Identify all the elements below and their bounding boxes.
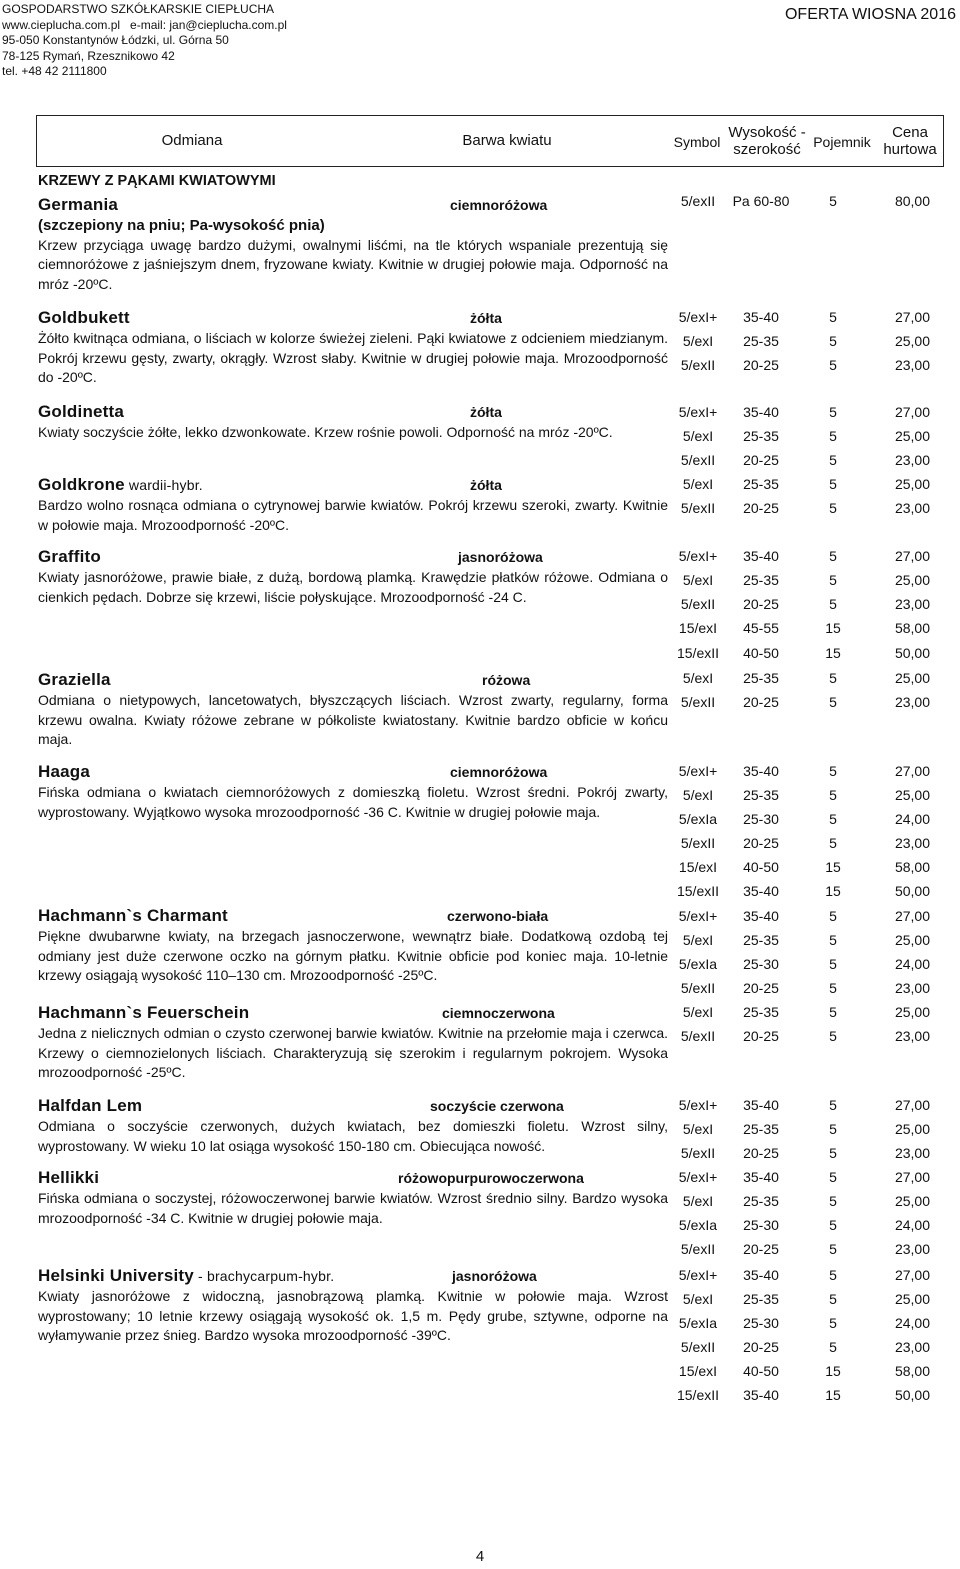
price-row <box>668 572 948 592</box>
price-row <box>668 908 948 928</box>
container-cell: 5 <box>829 787 837 803</box>
plant-entry <box>38 670 668 750</box>
flower-color: jasnoróżowa <box>452 1268 537 1284</box>
flower-color: żółta <box>470 310 502 326</box>
symbol-cell: 5/exI+ <box>678 1267 718 1283</box>
variety-description: Kwiaty soczyście żółte, lekko dzwonkowate. Krzew rośnie powoli. Odporność na mróz -20ºC. <box>38 424 613 440</box>
container-cell: 5 <box>829 357 837 373</box>
section-title: KRZEWY Z PĄKAMI KWIATOWYMI <box>38 173 276 189</box>
price-row <box>668 645 948 665</box>
price-cell: 58,00 <box>894 1363 930 1379</box>
container-cell: 5 <box>829 670 837 686</box>
symbol-cell: 5/exII <box>680 1339 716 1355</box>
container-cell: 5 <box>829 835 837 851</box>
price-cell: 25,00 <box>894 1193 930 1209</box>
col-cena-line1: Cena <box>892 124 928 141</box>
price-row <box>668 1121 948 1141</box>
container-cell: 5 <box>829 763 837 779</box>
height-cell: 20-25 <box>743 357 779 373</box>
variety-description: (szczepiony na pniu; Pa-wysokość pnia) Krzew przyciąga uwagę bardzo dużymi, owalnymi liśćmi, na tle których wspaniale prezentują się ciemnoróżowe z jaśniejszym dnem, fryzowane kwiaty. Kwitnie w drugiej połowie maja. Odporność na mróz -20ºC. <box>38 217 668 292</box>
price-cell: 25,00 <box>894 1004 930 1020</box>
variety-name <box>38 906 668 926</box>
price-row <box>668 500 948 520</box>
variety-name-text: Halfdan Lem <box>38 1096 143 1115</box>
price-cell: 25,00 <box>894 333 930 349</box>
symbol-cell: 5/exIa <box>678 956 718 972</box>
price-row <box>668 932 948 952</box>
height-cell: 25-35 <box>743 1121 779 1137</box>
height-cell: 25-35 <box>743 333 779 349</box>
symbol-cell: 5/exI <box>682 1291 714 1307</box>
col-pojemnik: Pojemnik <box>813 134 871 150</box>
height-cell: 35-40 <box>743 548 779 564</box>
symbol-cell: 5/exII <box>680 357 716 373</box>
container-cell: 5 <box>829 428 837 444</box>
grafting-note: (szczepiony na pniu; Pa-wysokość pnia) <box>38 217 325 234</box>
variety-name-text: Hachmann`s Feuerschein <box>38 1003 250 1022</box>
symbol-cell: 5/exI+ <box>678 548 718 564</box>
price-cell: 50,00 <box>894 883 930 899</box>
flower-color: jasnoróżowa <box>458 549 543 565</box>
plant-entry <box>38 906 668 986</box>
symbol-cell: 5/exI <box>682 428 714 444</box>
height-cell: 25-35 <box>743 1291 779 1307</box>
price-row <box>668 1217 948 1237</box>
height-cell: 20-25 <box>743 980 779 996</box>
height-cell: 40-50 <box>743 1363 779 1379</box>
col-cena-line2: hurtowa <box>883 141 937 158</box>
height-cell: 25-35 <box>743 932 779 948</box>
height-cell: 25-30 <box>743 1315 779 1331</box>
price-row <box>668 1169 948 1189</box>
variety-description: Odmiana o soczyście czerwonych, dużych kwiatach, bez domieszki fioletu. Wzrost silny, wyprostowany. W wieku 10 lat osiąga wysokość 150-180 cm. Obiecująca nowość. <box>38 1118 668 1154</box>
height-cell: 45-55 <box>743 620 779 636</box>
price-cell: 58,00 <box>894 620 930 636</box>
variety-name <box>38 402 668 422</box>
variety-name <box>38 475 668 495</box>
height-cell: 20-25 <box>743 1145 779 1161</box>
price-row <box>668 404 948 424</box>
height-cell: 25-35 <box>743 1193 779 1209</box>
height-cell: 35-40 <box>743 1097 779 1113</box>
container-cell: 5 <box>829 811 837 827</box>
variety-name <box>38 762 668 782</box>
height-cell: 20-25 <box>743 1241 779 1257</box>
variety-name-text: Goldinetta <box>38 402 125 421</box>
col-wysokosc-line2: szerokość <box>733 141 801 158</box>
symbol-cell: 5/exII <box>680 1145 716 1161</box>
symbol-cell: 5/exII <box>680 835 716 851</box>
price-cell: 23,00 <box>894 500 930 516</box>
variety-name <box>38 670 668 690</box>
symbol-cell: 5/exIa <box>678 1217 718 1233</box>
company-web-email: www.cieplucha.com.pl e-mail: jan@cieplucha.com.pl <box>2 17 287 32</box>
flower-color: żółta <box>470 477 502 493</box>
price-row <box>668 1028 948 1048</box>
price-cell: 23,00 <box>894 835 930 851</box>
price-cell: 25,00 <box>894 1291 930 1307</box>
variety-name-text: Hachmann`s Charmant <box>38 906 228 925</box>
price-cell: 27,00 <box>894 309 930 325</box>
flower-color: ciemnoróżowa <box>450 197 548 213</box>
container-cell: 5 <box>829 1004 837 1020</box>
container-cell: 5 <box>829 932 837 948</box>
price-row <box>668 1363 948 1383</box>
price-row <box>668 670 948 690</box>
price-cell: 23,00 <box>894 1145 930 1161</box>
height-cell: 40-50 <box>743 859 779 875</box>
variety-name-text: Helsinki University <box>38 1266 194 1285</box>
price-cell: 24,00 <box>894 811 930 827</box>
col-wysokosc <box>725 124 809 158</box>
height-cell: 25-30 <box>743 1217 779 1233</box>
variety-description: Fińska odmiana o soczystej, różowoczerwonej barwie kwiatów. Wzrost średnio silny. Bardzo wysoka mrozoodporność -34 C. Kwitnie w drugiej połowie maja. <box>38 1190 668 1226</box>
height-cell: 40-50 <box>743 645 779 661</box>
price-cell: 25,00 <box>894 1121 930 1137</box>
variety-name <box>38 547 668 567</box>
plant-entry <box>38 1096 668 1156</box>
height-cell: 25-35 <box>743 1004 779 1020</box>
price-row <box>668 859 948 879</box>
container-cell: 5 <box>829 572 837 588</box>
variety-description: Bardzo wolno rosnąca odmiana o cytrynowej barwie kwiatów. Pokrój krzewu szeroki, zwarty. Kwitnie w połowie maja. Mrozoodporność -20ºC. <box>38 497 668 533</box>
plant-entry <box>38 762 668 822</box>
container-cell: 15 <box>825 645 841 661</box>
symbol-cell: 15/exII <box>676 883 720 899</box>
container-cell: 5 <box>829 476 837 492</box>
flower-color: różowa <box>482 672 531 688</box>
col-barwa: Barwa kwiatu <box>462 132 552 149</box>
offer-title: OFERTA WIOSNA 2016 <box>784 6 956 23</box>
price-cell: 58,00 <box>894 859 930 875</box>
height-cell: 20-25 <box>743 596 779 612</box>
height-cell: 20-25 <box>743 500 779 516</box>
price-row <box>668 1004 948 1024</box>
variety-description: Piękne dwubarwne kwiaty, na brzegach jasnoczerwone, wewnątrz białe. Dodatkową ozdobą tej odmiany jest duże czerwone oczko na górnym płatku. Kwitnie obficie pod koniec maja. 10-letnie krzewy osiągają wysokość 110–130 cm. Mrozoodporność -25ºC. <box>38 928 668 983</box>
price-row <box>668 787 948 807</box>
price-row <box>668 1291 948 1311</box>
price-row <box>668 193 948 213</box>
price-cell: 50,00 <box>894 1387 930 1403</box>
variety-description: Żółto kwitnąca odmiana, o liściach w kolorze świeżej zieleni. Pąki kwiatowe z odcieniem miedzianym. Pokrój krzewu gęsty, zwarty, okrągły. Wzrost słaby. Kwitnie w drugiej połowie maja. Mrozoodporność do -20ºC. <box>38 330 668 385</box>
container-cell: 5 <box>829 309 837 325</box>
container-cell: 15 <box>825 1387 841 1403</box>
price-row <box>668 694 948 714</box>
container-cell: 5 <box>829 500 837 516</box>
symbol-cell: 5/exII <box>680 1028 716 1044</box>
price-cell: 50,00 <box>894 645 930 661</box>
container-cell: 5 <box>829 1267 837 1283</box>
price-row <box>668 309 948 329</box>
flower-color: ciemnoczerwona <box>442 1005 555 1021</box>
variety-name <box>38 1096 668 1116</box>
flower-color: różowopurpurowoczerwona <box>398 1170 584 1186</box>
price-cell: 27,00 <box>894 1267 930 1283</box>
symbol-cell: 15/exI <box>678 620 718 636</box>
price-row <box>668 1145 948 1165</box>
price-cell: 27,00 <box>894 763 930 779</box>
price-cell: 23,00 <box>894 980 930 996</box>
price-cell: 25,00 <box>894 428 930 444</box>
variety-name-text: Graffito <box>38 547 101 566</box>
container-cell: 5 <box>829 1145 837 1161</box>
container-cell: 15 <box>825 1363 841 1379</box>
price-cell: 23,00 <box>894 1028 930 1044</box>
flower-color: ciemnoróżowa <box>450 764 548 780</box>
symbol-cell: 5/exII <box>680 193 716 209</box>
symbol-cell: 15/exI <box>678 859 718 875</box>
symbol-cell: 5/exI <box>682 476 714 492</box>
symbol-cell: 5/exI <box>682 932 714 948</box>
variety-name-text: Germania <box>38 195 119 214</box>
price-row <box>668 620 948 640</box>
symbol-cell: 5/exI <box>682 1004 714 1020</box>
symbol-cell: 5/exIa <box>678 1315 718 1331</box>
column-header <box>36 115 944 167</box>
price-cell: 23,00 <box>894 1339 930 1355</box>
price-row <box>668 333 948 353</box>
container-cell: 5 <box>829 908 837 924</box>
height-cell: 25-35 <box>743 428 779 444</box>
container-cell: 5 <box>829 1193 837 1209</box>
container-cell: 5 <box>829 548 837 564</box>
price-row <box>668 428 948 448</box>
variety-name <box>38 308 668 328</box>
container-cell: 5 <box>829 1315 837 1331</box>
flower-color: czerwono-biała <box>447 908 549 924</box>
symbol-cell: 5/exII <box>680 500 716 516</box>
price-row <box>668 1267 948 1287</box>
symbol-cell: 15/exII <box>676 645 720 661</box>
price-cell: 24,00 <box>894 1315 930 1331</box>
flower-color: żółta <box>470 404 502 420</box>
price-row <box>668 763 948 783</box>
variety-hybrid-note: wardii-hybr. <box>124 477 203 493</box>
page-number: 4 <box>475 1548 485 1565</box>
variety-hybrid-note: - brachycarpum-hybr. <box>193 1268 335 1284</box>
container-cell: 5 <box>829 1339 837 1355</box>
symbol-cell: 5/exI <box>682 787 714 803</box>
price-cell: 23,00 <box>894 694 930 710</box>
container-cell: 5 <box>829 1121 837 1137</box>
col-wysokosc-line1: Wysokość - <box>728 124 806 141</box>
variety-name-text: Goldkrone <box>38 475 125 494</box>
container-cell: 15 <box>825 859 841 875</box>
container-cell: 5 <box>829 1217 837 1233</box>
variety-description: Odmiana o nietypowych, lancetowatych, błyszczących liściach. Wzrost zwarty, regularny, forma krzewu owalna. Kwiaty różowe zebrane w półkoliste kwiatostany. Kwitnie bardzo obficie w końcu maja. <box>38 692 668 747</box>
symbol-cell: 15/exII <box>676 1387 720 1403</box>
plant-entry <box>38 547 668 607</box>
height-cell: 25-35 <box>743 787 779 803</box>
symbol-cell: 5/exIa <box>678 811 718 827</box>
variety-description: Fińska odmiana o kwiatach ciemnoróżowych z domieszką fioletu. Wzrost średni. Pokrój zwarty, wyprostowany. Wyjątkowo wysoka mrozoodporność -36 C. Kwitnie w drugiej połowie maja. <box>38 784 668 820</box>
plant-entry <box>38 402 668 443</box>
price-cell: 25,00 <box>894 476 930 492</box>
variety-name-text: Hellikki <box>38 1168 100 1187</box>
variety-name <box>38 1266 668 1286</box>
symbol-cell: 5/exI+ <box>678 1097 718 1113</box>
height-cell: 35-40 <box>743 1169 779 1185</box>
symbol-cell: 5/exII <box>680 452 716 468</box>
price-row <box>668 956 948 976</box>
variety-name-text: Graziella <box>38 670 111 689</box>
height-cell: 20-25 <box>743 1339 779 1355</box>
price-cell: 25,00 <box>894 932 930 948</box>
company-header <box>2 2 287 80</box>
container-cell: 5 <box>829 596 837 612</box>
height-cell: 25-30 <box>743 811 779 827</box>
symbol-cell: 5/exII <box>680 694 716 710</box>
variety-name <box>38 1003 668 1023</box>
variety-description: Kwiaty jasnoróżowe z widoczną, jasnobrązową plamką. Kwitnie w połowie maja. Wzrost wyprostowany; 10 letnie krzewy osiągają wysokość ok. 1,5 m. Pędy grube, sztywne, odporne na wyłamywanie przez śnieg. Bardzo wysoka mrozoodporność -39ºC. <box>38 1288 668 1343</box>
symbol-cell: 5/exI <box>682 572 714 588</box>
container-cell: 5 <box>829 980 837 996</box>
plant-entry <box>38 1003 668 1083</box>
height-cell: 25-30 <box>743 956 779 972</box>
height-cell: 20-25 <box>743 694 779 710</box>
price-cell: 23,00 <box>894 1241 930 1257</box>
price-cell: 25,00 <box>894 572 930 588</box>
plant-entry <box>38 1168 668 1228</box>
height-cell: 25-35 <box>743 670 779 686</box>
company-phone: tel. +48 42 2111800 <box>2 64 107 78</box>
symbol-cell: 5/exI+ <box>678 1169 718 1185</box>
variety-name-text: Haaga <box>38 762 91 781</box>
price-row <box>668 1339 948 1359</box>
col-symbol: Symbol <box>673 134 721 150</box>
col-odmiana: Odmiana <box>161 132 223 149</box>
plant-entry <box>38 475 668 535</box>
height-cell: 35-40 <box>743 404 779 420</box>
container-cell: 5 <box>829 193 837 209</box>
height-cell: 35-40 <box>743 309 779 325</box>
price-row <box>668 357 948 377</box>
symbol-cell: 15/exI <box>678 1363 718 1379</box>
height-cell: Pa 60-80 <box>732 193 790 209</box>
height-cell: 35-40 <box>743 883 779 899</box>
price-cell: 27,00 <box>894 908 930 924</box>
price-cell: 25,00 <box>894 670 930 686</box>
price-row <box>668 835 948 855</box>
height-cell: 35-40 <box>743 908 779 924</box>
symbol-cell: 5/exI <box>682 333 714 349</box>
height-cell: 20-25 <box>743 1028 779 1044</box>
symbol-cell: 5/exI <box>682 1193 714 1209</box>
symbol-cell: 5/exI+ <box>678 404 718 420</box>
price-row <box>668 883 948 903</box>
variety-description: Kwiaty jasnoróżowe, prawie białe, z dużą, bordową plamką. Krawędzie płatków różowe. Odmiana o cienkich pędach. Dobrze się krzewi, liście połyskujące. Mrozoodporność -24 C. <box>38 569 668 605</box>
price-cell: 27,00 <box>894 548 930 564</box>
container-cell: 5 <box>829 1028 837 1044</box>
price-cell: 23,00 <box>894 452 930 468</box>
price-cell: 80,00 <box>894 193 930 209</box>
price-cell: 25,00 <box>894 787 930 803</box>
container-cell: 5 <box>829 956 837 972</box>
variety-name-text: Goldbukett <box>38 308 130 327</box>
container-cell: 5 <box>829 1241 837 1257</box>
container-cell: 5 <box>829 694 837 710</box>
price-row <box>668 452 948 472</box>
container-cell: 5 <box>829 1097 837 1113</box>
height-cell: 20-25 <box>743 835 779 851</box>
company-address-2: 78-125 Rymań, Rzesznikowo 42 <box>2 48 175 63</box>
height-cell: 25-35 <box>743 572 779 588</box>
price-row <box>668 811 948 831</box>
price-row <box>668 548 948 568</box>
symbol-cell: 5/exI <box>682 1121 714 1137</box>
col-cena <box>875 124 945 158</box>
height-cell: 35-40 <box>743 1387 779 1403</box>
symbol-cell: 5/exI+ <box>678 309 718 325</box>
plant-entry <box>38 195 668 294</box>
container-cell: 5 <box>829 1291 837 1307</box>
symbol-cell: 5/exII <box>680 1241 716 1257</box>
company-name: GOSPODARSTWO SZKÓŁKARSKIE CIEPŁUCHA <box>2 2 275 16</box>
company-address-1: 95-050 Konstantynów Łódzki, ul. Górna 50 <box>2 33 229 47</box>
price-cell: 27,00 <box>894 404 930 420</box>
flower-color: soczyście czerwona <box>430 1098 564 1114</box>
price-cell: 27,00 <box>894 1097 930 1113</box>
height-cell: 25-35 <box>743 476 779 492</box>
price-row <box>668 596 948 616</box>
price-row <box>668 1387 948 1407</box>
price-row <box>668 1193 948 1213</box>
container-cell: 5 <box>829 452 837 468</box>
price-row <box>668 980 948 1000</box>
price-cell: 24,00 <box>894 1217 930 1233</box>
price-row <box>668 1315 948 1335</box>
container-cell: 15 <box>825 620 841 636</box>
price-cell: 23,00 <box>894 596 930 612</box>
container-cell: 5 <box>829 1169 837 1185</box>
height-cell: 35-40 <box>743 1267 779 1283</box>
container-cell: 5 <box>829 404 837 420</box>
price-cell: 27,00 <box>894 1169 930 1185</box>
price-row <box>668 1241 948 1261</box>
price-row <box>668 1097 948 1117</box>
variety-name <box>38 195 668 215</box>
container-cell: 5 <box>829 333 837 349</box>
variety-description: Jedna z nielicznych odmian o czysto czerwonej barwie kwiatów. Kwitnie na przełomie maja i czerwca. Krzewy o ciemnozielonych liściach. Charakteryzują się szerokim i regularnym pokrojem. Wysoka mrozoodporność -25ºC. <box>38 1025 668 1080</box>
price-cell: 24,00 <box>894 956 930 972</box>
height-cell: 20-25 <box>743 452 779 468</box>
symbol-cell: 5/exII <box>680 596 716 612</box>
container-cell: 15 <box>825 883 841 899</box>
symbol-cell: 5/exI+ <box>678 908 718 924</box>
price-row <box>668 476 948 496</box>
height-cell: 35-40 <box>743 763 779 779</box>
symbol-cell: 5/exII <box>680 980 716 996</box>
symbol-cell: 5/exI+ <box>678 763 718 779</box>
plant-entry <box>38 1266 668 1346</box>
symbol-cell: 5/exI <box>682 670 714 686</box>
price-cell: 23,00 <box>894 357 930 373</box>
plant-entry <box>38 308 668 388</box>
